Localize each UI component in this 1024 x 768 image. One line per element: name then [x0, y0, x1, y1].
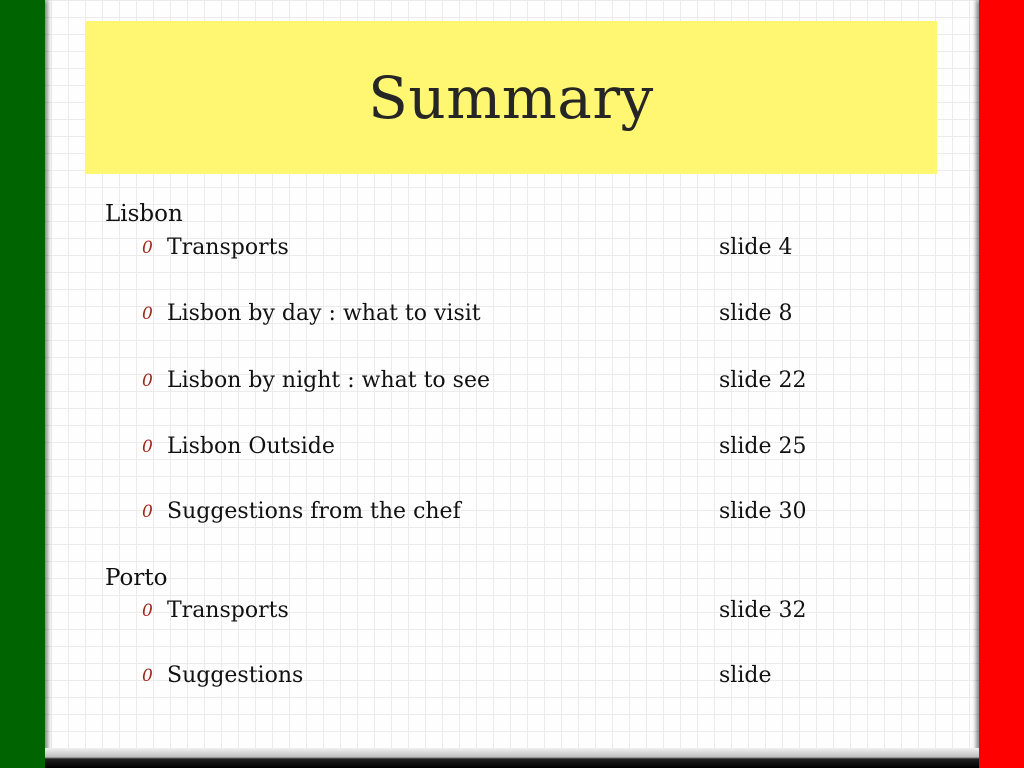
section-heading-porto: Porto [105, 565, 168, 591]
list-item [0, 663, 1024, 693]
list-item [0, 301, 1024, 331]
bullet-icon: 0 [142, 666, 153, 686]
item-slide-ref: slide 22 [719, 368, 807, 393]
item-slide-ref: slide 32 [719, 598, 807, 623]
item-label: Suggestions [167, 663, 304, 688]
item-slide-ref: slide [719, 663, 772, 688]
item-slide-ref: slide 25 [719, 434, 807, 459]
list-item [0, 434, 1024, 464]
bullet-icon: 0 [142, 238, 153, 258]
bullet-icon: 0 [142, 437, 153, 457]
item-label: Lisbon by night : what to see [167, 368, 490, 393]
item-label: Suggestions from the chef [167, 499, 461, 524]
item-label: Lisbon by day : what to visit [167, 301, 481, 326]
item-slide-ref: slide 4 [719, 235, 793, 260]
item-slide-ref: slide 8 [719, 301, 793, 326]
bullet-icon: 0 [142, 304, 153, 324]
item-label: Transports [167, 598, 289, 623]
slide-title: Summary [368, 63, 654, 132]
item-label: Lisbon Outside [167, 434, 335, 459]
list-item [0, 598, 1024, 628]
list-item [0, 368, 1024, 398]
bullet-icon: 0 [142, 502, 153, 522]
item-label: Transports [167, 235, 289, 260]
bullet-icon: 0 [142, 371, 153, 391]
section-heading-lisbon: Lisbon [105, 201, 183, 227]
list-item [0, 499, 1024, 529]
list-item [0, 235, 1024, 265]
bullet-icon: 0 [142, 601, 153, 621]
item-slide-ref: slide 30 [719, 499, 807, 524]
